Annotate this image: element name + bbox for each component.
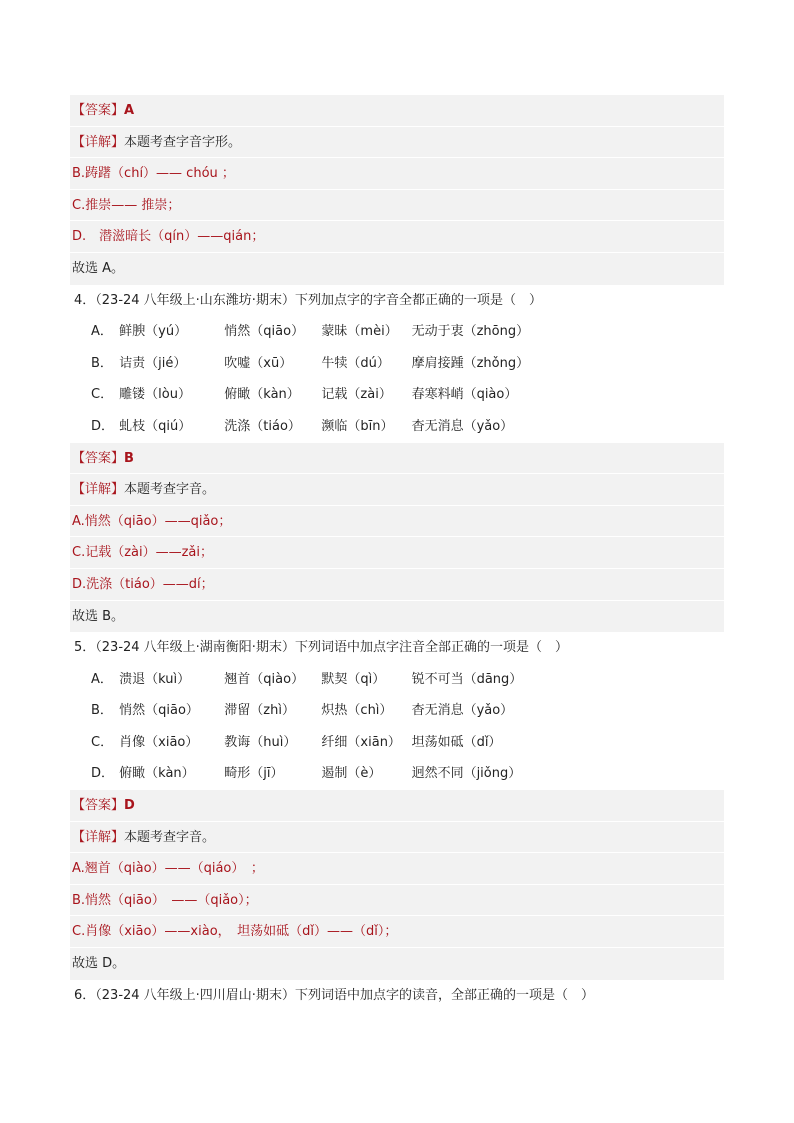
option-item: 洗涤（tiáo） [224,418,301,434]
question-stem-4: 4．（23-24 八年级上·山东潍坊·期末）下列加点字的字音全都正确的一项是（ ） [74,292,542,308]
detail-line [70,822,724,854]
detail-text: 本题考查字音。 [124,829,216,845]
detail-line [70,474,724,506]
answer-line [70,95,724,127]
option-item: 鲜腴（yú） [119,324,188,340]
option-item: 俯瞰（kàn） [119,766,195,782]
question-stem-6: 6．（23-24 八年级上·四川眉山·期末）下列词语中加点字的读音，全部正确的一项是（ ） [74,987,594,1003]
conclusion-line: 故选 D。 [72,956,126,972]
option-item: 诘责（jié） [119,355,187,371]
option-item: 畸形（jī） [224,766,284,782]
option-item: 教诲（huì） [224,734,297,750]
option-item: 纤细（xiān） [321,734,401,750]
question-option [70,695,724,727]
option-item: 悄然（qiāo） [224,324,305,340]
detail-label: 【详解】 [72,482,125,498]
answer-value: D [124,798,135,814]
option-item: 吹嘘（xū） [224,355,293,371]
answer-block-2 [70,443,724,633]
option-label: B． [91,355,113,371]
answer-label: 【答案】 [72,450,125,466]
option-label: D． [91,766,115,782]
answer-line [70,443,724,475]
detail-text: 本题考查字音。 [124,482,216,498]
option-item: 杳无消息（yǎo） [411,703,514,719]
option-item: 摩肩接踵（zhǒng） [411,355,530,371]
answer-block-1 [70,95,724,285]
option-item: 牛犊（dú） [321,355,390,371]
question-option [70,664,724,696]
explanation-line: B.悄然（qiāo） ——（qiǎo）； [70,885,724,917]
option-item: 坦荡如砥（dǐ） [411,734,502,750]
option-item: 杳无消息（yǎo） [411,418,514,434]
answer-value: A [124,103,135,118]
detail-text: 本题考查字音字形。 [124,134,242,150]
question-option [70,411,724,443]
question-option [70,379,724,411]
answer-value: B [124,450,134,466]
explanation-line: C.记载（zài）——zǎi； [70,537,724,569]
option-label: C． [91,734,114,750]
option-item: 俯瞰（kàn） [224,387,300,403]
option-item: 濒临（bīn） [321,418,394,434]
option-item: 默契（qì） [321,671,386,687]
answer-block-3 [70,790,724,980]
detail-line [70,127,724,159]
answer-line [70,790,724,822]
option-item: 虬枝（qiú） [119,418,192,434]
option-item: 翘首（qiào） [224,671,305,687]
option-item: 肖像（xiāo） [119,734,199,750]
option-item: 滞留（zhì） [224,703,295,719]
option-item: 蒙昧（mèi） [321,324,398,340]
option-label: A． [91,324,113,340]
option-item: 锐不可当（dāng） [411,671,523,687]
question-option [70,348,724,380]
option-label: D． [91,418,115,434]
option-item: 春寒料峭（qiào） [411,387,518,403]
option-item: 记载（zài） [321,387,392,403]
detail-label: 【详解】 [72,829,125,845]
explanation-line: C.推崇—— 推崇； [70,190,724,222]
question-option [70,316,724,348]
option-item: 悄然（qiāo） [119,703,199,719]
explanation-line: D. 潜滋暗长（qín）——qián； [70,221,724,253]
question-option [70,758,724,790]
option-item: 迥然不同（jiǒng） [411,766,522,782]
option-label: C． [91,387,114,403]
conclusion-line: 故选 A。 [72,260,125,276]
option-item: 无动于衷（zhōng） [411,324,530,340]
option-label: A． [91,671,113,687]
explanation-line: C.肖像（xiāo）——xiào， 坦荡如砥（dǐ）——（dǐ）； [70,916,724,948]
option-item: 溃退（kuì） [119,671,191,687]
explanation-line: B.踌躇（chí）—— chóu ； [70,158,724,190]
explanation-line: A.翘首（qiào）——（qiáo） ； [70,853,724,885]
answer-label: 【答案】 [72,103,125,118]
conclusion-line: 故选 B。 [72,608,125,624]
option-item: 炽热（chì） [321,703,393,719]
answer-label: 【答案】 [72,798,125,814]
explanation-line: A.悄然（qiāo）——qiǎo； [70,506,724,538]
question-option [70,727,724,759]
option-label: B． [91,703,113,719]
option-item: 雕镂（lòu） [119,387,191,403]
option-item: 遏制（è） [321,766,382,782]
explanation-line: D.洗涤（tiáo）——dí； [70,569,724,601]
document-page [70,95,724,1011]
detail-label: 【详解】 [72,134,125,150]
question-stem-5: 5．（23-24 八年级上·湖南衡阳·期末）下列词语中加点字注音全部正确的一项是（ ） [74,640,568,656]
